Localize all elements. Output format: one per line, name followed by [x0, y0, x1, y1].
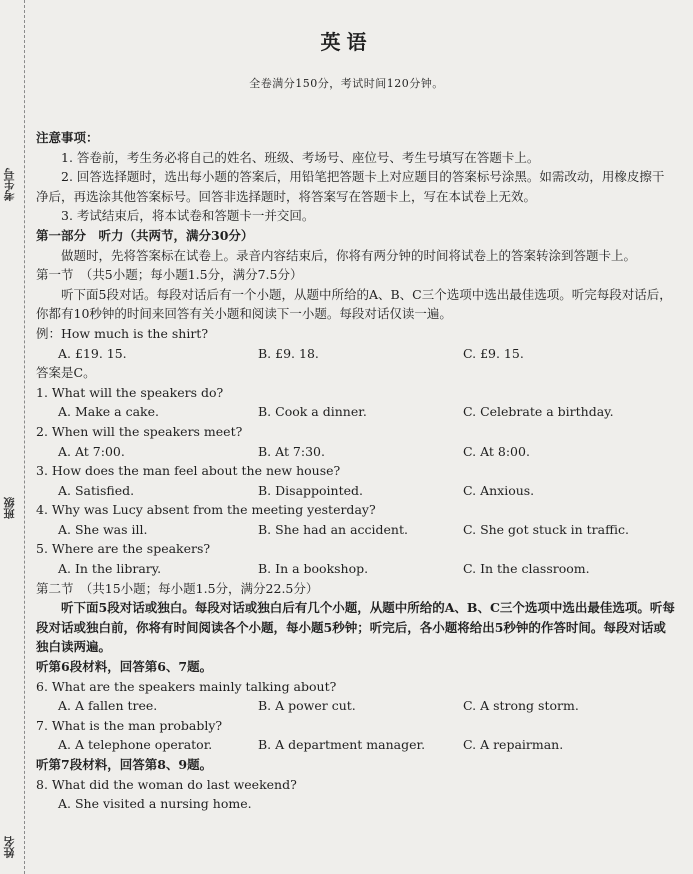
option-b: B. At 7:30.: [258, 443, 325, 459]
option-a: A. A telephone operator.: [58, 737, 213, 753]
example-option-b: B. £9. 18.: [258, 345, 319, 361]
option-b: B. Cook a dinner.: [258, 404, 367, 420]
section1-instruction: 听下面5段对话。每段对话后有一个小题，从题中所给的A、B、C三个选项中选出最佳选项。听完每段对话后，你都有10秒钟的时间来回答有关小题和阅读下一小题。每段对话仅读一遍。: [36, 286, 672, 322]
question-4-options: [36, 520, 676, 540]
section1-heading: 第一节 （共5小题；每小题1.5分，满分7.5分）: [36, 267, 303, 283]
material-6-instruction: 听第6段材料，回答第6、7题。: [36, 659, 213, 675]
question-6-options: [36, 696, 676, 716]
notes-item-3: 3. 考试结束后，将本试卷和答题卡一并交回。: [61, 208, 315, 224]
question-8-options: [36, 794, 676, 814]
question-4: 4. Why was Lucy absent from the meeting yesterday?: [36, 502, 376, 518]
question-6: 6. What are the speakers mainly talking about?: [36, 678, 337, 694]
example-options: [36, 344, 676, 364]
part1-heading: 第一部分 听力（共两节，满分30分）: [36, 227, 254, 243]
option-a: A. In the library.: [58, 561, 162, 577]
option-a: A. Make a cake.: [58, 404, 159, 420]
question-3-options: [36, 481, 676, 501]
page-title: 英语: [320, 30, 373, 54]
option-c: C. Celebrate a birthday.: [463, 404, 614, 420]
option-a: A. Satisfied.: [58, 482, 135, 498]
question-7-options: [36, 735, 676, 755]
option-c: C. In the classroom.: [463, 561, 590, 577]
notes-item-2: 2. 回答选择题时，选出每小题的答案后，用铅笔把答题卡上对应题目的答案标号涂黑。如需改动，用橡皮擦干净后，再选涂其他答案标号。回答非选择题时，将答案写在答题卡上，写在本试卷上无效。: [36, 169, 665, 204]
option-b: B. In a bookshop.: [258, 561, 369, 577]
page-subtitle: 全卷满分150分，考试时间120分钟。: [249, 77, 444, 90]
option-b: B. Disappointed.: [258, 482, 363, 498]
part1-intro: 做题时，先将答案标在试卷上。录音内容结束后，你将有两分钟的时间将试卷上的答案转涂到答题卡上。: [61, 247, 637, 263]
material-7-instruction: 听第7段材料，回答第8、9题。: [36, 757, 213, 772]
option-a: A. At 7:00.: [58, 443, 125, 459]
notes-heading: 注意事项：: [36, 130, 99, 145]
example-question: 例：How much is the shirt?: [36, 325, 209, 341]
exam-content: [36, 128, 676, 814]
question-7: 7. What is the man probably?: [36, 717, 223, 733]
section2-instruction: 听下面5段对话或独白。每段对话或独白后有几个小题，从题中所给的A、B、C三个选项中选出最佳选项。听每段对话或独白前，你将有时间阅读各个小题，每小题5秒钟；听完后，各小题将给出5秒钟的作答时间。每段对话或独白读两遍。: [36, 600, 675, 655]
option-c: C. Anxious.: [463, 482, 535, 498]
option-a: A. A fallen tree.: [58, 698, 158, 714]
option-a: A. She was ill.: [58, 521, 148, 537]
option-b: B. A power cut.: [258, 698, 356, 714]
binding-dashed-line: [24, 0, 25, 874]
section2-heading: 第二节 （共15小题；每小题1.5分，满分22.5分）: [36, 580, 319, 596]
option-b: B. She had an accident.: [258, 521, 408, 537]
option-c: C. At 8:00.: [463, 443, 530, 459]
example-option-a: A. £19. 15.: [58, 345, 127, 361]
option-b: B. A department manager.: [258, 737, 426, 753]
question-1: 1. What will the speakers do?: [36, 384, 224, 400]
option-c: C. She got stuck in traffic.: [463, 521, 629, 537]
side-label-name: 姓名: [4, 836, 20, 858]
question-1-options: [36, 402, 676, 422]
question-5: 5. Where are the speakers?: [36, 541, 211, 557]
option-c: C. A repairman.: [463, 737, 564, 753]
question-8: 8. What did the woman do last weekend?: [36, 776, 297, 792]
option-c: C. A strong storm.: [463, 698, 579, 714]
question-2: 2. When will the speakers meet?: [36, 423, 243, 439]
question-5-options: [36, 559, 676, 579]
example-option-c: C. £9. 15.: [463, 345, 524, 361]
option-a: A. She visited a nursing home.: [58, 796, 252, 812]
side-label-exam-number: 考生号: [4, 168, 20, 201]
notes-item-1: 1. 答卷前，考生务必将自己的姓名、班级、考场号、座位号、考生号填写在答题卡上。: [61, 149, 540, 165]
example-answer: 答案是C。: [36, 365, 96, 381]
side-label-class: 班级: [4, 497, 20, 519]
question-2-options: [36, 442, 676, 462]
question-3: 3. How does the man feel about the new house?: [36, 463, 341, 479]
